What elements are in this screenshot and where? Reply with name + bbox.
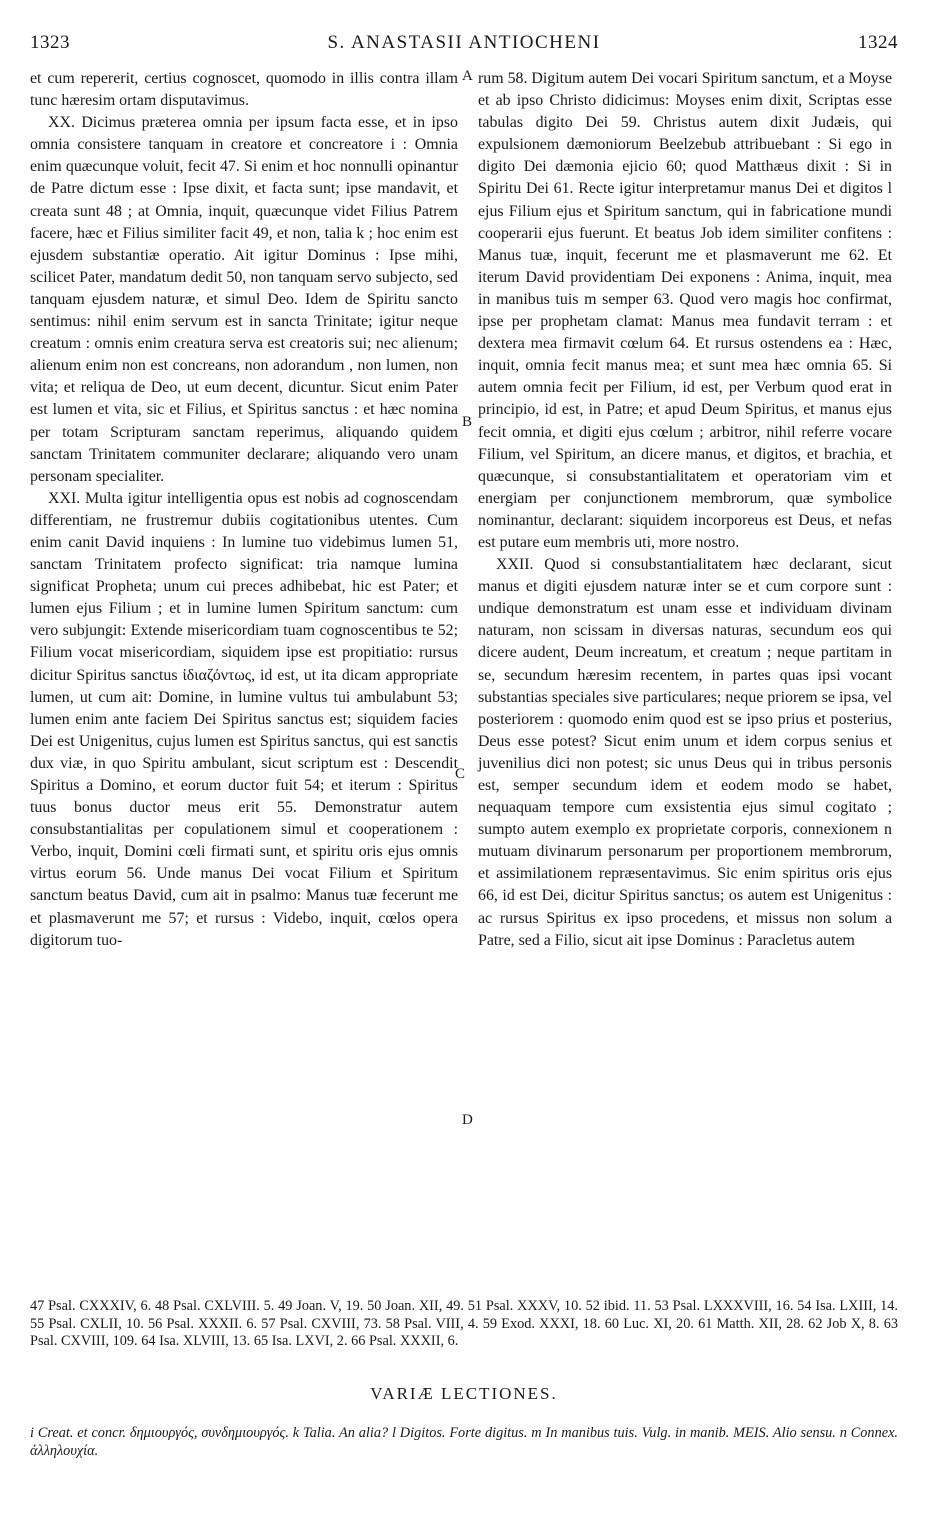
paragraph: rum 58. Digitum autem Dei vocari Spiritum sanctum, et a Moyse et ab ipso Christo didicimus: Moyses enim dixit, Scriptas esse tabulas digito Dei 59. Christus autem dixit Judæis, qui expulsionem dæmoniorum Beelzebub attribuebant : Si ego in digito Dei dæmonia ejicio 60; quod Matthæus dixit : Si in Spiritu Dei 61. Recte igitur interpretamur manus Dei et digitos l ejus Filium ejus et Spiritum sanctum, qui in fabricatione mundi cooperarii ejus fuerunt. Et beatus Job idem similiter confitens : Manus tuæ, inquit, fecerunt me et plasmaverunt me 62. Et iterum David providentiam Dei exponens : Anima, inquit, mea in manibus tuis m semper 63. Quod vero magis hoc confirmat, ipse per prophetam clamat: Manus mea fundavit terram : et dextera mea firmavit cœlum 64. Et rursus ostendens ea : Hæc, inquit, omnia fecit manus mea; et sunt mea hæc omnia 65. Si autem omnia fecit per Filium, id est, per Verbum quod erat in principio, id est, in Patre; et apud Deum Spiritus, et manus ejus fecit omnia, et digiti ejus cœlum ; arbitror, nihil referre vocare Filium, vel Spiritum, an dicere manus, et digitos, et brachia, et quæcunque, si consubstantialitatem et operatoriam vim et energiam per conjunctionem membrorum, quæ symbolice nominantur, declarant: siquidem incorporeus est Deus, et nefas est putare eum membris uti, more nostro.: [478, 70, 892, 551]
margin-letter-c: C: [455, 766, 466, 782]
margin-letter-d: D: [462, 1112, 473, 1128]
right-column: [478, 68, 892, 952]
margin-letter-b: B: [462, 414, 473, 430]
paragraph-section-xxii: XXII. Quod si consubstantialitatem hæc declarant, sicut manus et digiti ejusdem naturæ inter se et cum corpore sunt : undique demonstratum est unam esse et individuam divinam naturam, non scissam in diversas naturas, secundum eos qui dicere audent, Deum increatum, et creatum ; neque partitam in se, secundum hæresim recentem, in partes quas ipsi vocant substantias speciales sive particulares; neque priorem se ipsa, vel posteriorem : quomodo enim quod est se ipso prius et posterius, Deus esse potest? Sicut enim unum et idem corpus senius et juvenilius dici non potest; sic unus Deus qui in tribus personis est, semper secundum idem et eodem modo se habet, nequaquam tempore cum exsistentia ejus simul cogitato ; sumpto autem exemplo ex proprietate corporis, connexionem n mutuam divinarum personarum per proportionem membrorum, et assimilationem repræsentavimus. Sic enim spiritus oris ejus 66, id est Dei, dicitur Spiritus sanctus; os autem est Unigenitus : ac rursus Spiritus ex ipso procedens, et missus non solum a Patre, sed a Filio, sicut ait ipse Dominus : Paracletus autem: [478, 556, 892, 949]
page-number-right: 1324: [858, 32, 898, 53]
footnotes: 47 Psal. CXXXIV, 6. 48 Psal. CXLVIII. 5. 49 Joan. V, 19. 50 Joan. XII, 49. 51 Psal. XXXV, 10. 52 ibid. 11. 53 Psal. LXXXVIII, 16. 54 Isa. LXIII, 14. 55 Psal. CXLII, 10. 56 Psal. XXXII. 6. 57 Psal. CXVIII, 73. 58 Psal. VIII, 4. 59 Exod. XXXI, 18. 60 Luc. XI, 20. 61 Matth. XII, 28. 62 Job X, 8. 63 Psal. CXVIII, 109. 64 Isa. XLVIII, 13. 65 Isa. LXVI, 2. 66 Psal. XXXII, 6.: [30, 1298, 898, 1350]
paragraph: et cum repererit, certius cognoscet, quomodo in illis contra illam tunc hæresim ortam disputavimus.: [30, 70, 458, 110]
margin-letter-a: A: [462, 68, 473, 84]
paragraph-section-xxi: XXI. Multa igitur intelligentia opus est nobis ad cognoscendam differentiam, ne frustremur dubiis cogitationibus utentes. Cum enim canit David inquiens : In lumine tuo videbimus lumen 51, sanctam Trinitatem profecto significat: tria namque lumina significat Propheta; unum cui preces adhibebat, hic est Pater; et lumen ejus Filium ; et in lumine lumen Spiritum sanctum: cum vero subjungit: Extende misericordiam tuam cognoscentibus te 52; Filium vocat misericordiam, siquidem ipse est propitiatio: rursus dicitur Spiritus sanctus ἰδιαζόντως, id est, ut ita dicam appropriate lumen, ut cum ait: Domine, in lumine vultus tui ambulabunt 53; lumen enim ante faciem Dei Spiritus sanctus est; siquidem facies Dei est Unigenitus, cujus lumen est Spiritus sanctus, qui est sanctis dux viæ, in quo Spiritu ambulant, sicut scriptum est : Descendit Spiritus a Domino, et eorum ductor fuit 54; et iterum : Spiritus tuus bonus ductor meus erit 55. Demonstratur autem consubstantialitas per copulationem simul et cooperationem : Verbo, inquit, Domini cœli firmati sunt, et spiritu oris ejus omnis virtus eorum 56. Unde manus Dei vocat Filium et Spiritum sanctum beatus David, cum ait in psalmo: Manus tuæ fecerunt me et plasmaverunt me 57; et rursus : Videbo, inquit, cœlos opera digitorum tuo-: [30, 489, 458, 949]
running-title: S. ANASTASII ANTIOCHENI: [327, 32, 601, 53]
page-header: [30, 32, 898, 60]
variae-lectiones: i Creat. et concr. δημιουργός, συνδημιουργός. k Talia. An alia? l Digitos. Forte digitus. m In manibus tuis. Vulg. in manib. MEIS. Alio sensu. n Connex. ἀλληλουχία.: [30, 1425, 898, 1459]
left-column: [30, 68, 458, 952]
paragraph-section-xx: XX. Dicimus præterea omnia per ipsum facta esse, et in ipso omnia consistere tanquam in creatore et concreatore i : Omnia enim quæcunque voluit, fecit 47. Si enim et hoc nonnulli opinantur de Patre dictum esse : Ipse dixit, et facta sunt; ipse mandavit, et creata sunt 48 ; at Omnia, inquit, quæcunque videt Filius Patrem facere, hæc et Filius similiter facit 49, et non, talia k ; hoc enim est ejusdem substantiæ operatio. Ait igitur Dominus : Ipse mihi, scilicet Pater, mandatum dedit 50, non tanquam servo subjecto, sed tanquam ejusdem naturæ, et simul Deo. Idem de Spiritu sancto sentimus: nihil enim servum est in sancta Trinitate; igitur neque creatum : omnis enim creatura serva est creatoris sui; nec alienum; alienum enim non est concreans, non adorandum , non lumen, non vita; et reliqua de Deo, ut eum decent, dicuntur. Sicut enim Pater est lumen et vita, sic et Filius, et Spiritus sanctus : et hæc nomina per totam Scripturam sanctam reperimus, aliquando quidem sanctam Trinitatem communiter declarare; aliquando vero unam personam specialiter.: [30, 114, 458, 485]
variae-lectiones-heading: VARIÆ LECTIONES.: [370, 1384, 558, 1403]
page-number-left: 1323: [30, 32, 70, 53]
